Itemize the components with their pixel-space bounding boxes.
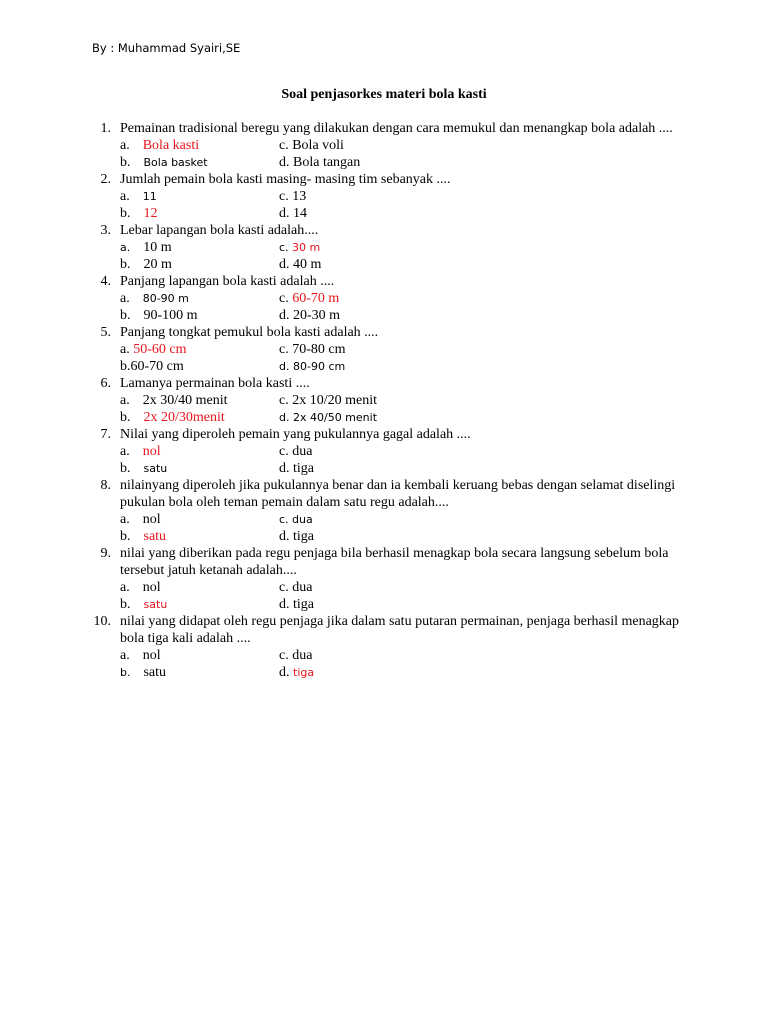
option-a xyxy=(120,188,157,205)
option-letter: c. xyxy=(279,138,289,153)
option-letter: d. xyxy=(279,257,290,272)
option-letter: c. xyxy=(279,580,289,595)
option-letter: d. xyxy=(279,360,290,373)
option-letter: d. xyxy=(279,461,290,476)
option-value: 60-70 cm xyxy=(130,359,184,374)
option-b xyxy=(120,154,208,171)
question-text: Jumlah pemain bola kasti masing- masing tim sebanyak .... xyxy=(120,172,451,187)
option-value: 30 m xyxy=(292,241,321,254)
option-value: satu xyxy=(143,529,167,544)
option-letter: c. xyxy=(279,241,289,254)
option-d xyxy=(279,528,314,545)
option-letter: a. xyxy=(120,138,130,153)
option-a xyxy=(120,511,161,528)
option-value: dua xyxy=(292,648,313,663)
option-b xyxy=(120,528,166,545)
option-value: 13 xyxy=(292,189,307,204)
option-letter: b. xyxy=(120,206,131,221)
option-letter: a. xyxy=(120,291,130,306)
option-letter: d. xyxy=(279,155,290,170)
question-9 xyxy=(89,545,689,613)
option-letter: a. xyxy=(120,648,130,663)
option-d xyxy=(279,460,314,477)
option-value: 2x 30/40 menit xyxy=(142,393,228,408)
option-b xyxy=(120,596,167,613)
option-value: Bola voli xyxy=(292,138,344,153)
option-letter: a. xyxy=(120,241,131,254)
option-letter: b. xyxy=(120,597,131,612)
option-letter: b. xyxy=(120,155,131,170)
question-text: Pemainan tradisional beregu yang dilakukan dengan cara memukul dan menangkap bola adalah .... xyxy=(120,121,673,136)
option-d xyxy=(279,358,345,375)
option-value: 2x 20/30menit xyxy=(143,410,225,425)
option-letter: b. xyxy=(120,257,131,272)
option-letter: c. xyxy=(279,444,289,459)
option-value: 14 xyxy=(293,206,307,221)
option-letter: c. xyxy=(279,648,289,663)
question-3 xyxy=(89,222,689,273)
option-b xyxy=(120,358,184,375)
option-c xyxy=(279,511,313,528)
option-value: 10 m xyxy=(143,240,172,255)
question-number: 8. xyxy=(100,478,111,493)
option-c xyxy=(279,579,312,596)
option-value: 60-70 m xyxy=(292,291,340,306)
option-value: dua xyxy=(292,444,313,459)
option-value: Bola basket xyxy=(143,156,208,169)
option-b xyxy=(120,205,158,222)
option-a xyxy=(120,290,189,307)
option-c xyxy=(279,647,312,664)
option-value: dua xyxy=(292,580,313,595)
option-value: dua xyxy=(292,513,313,526)
option-a xyxy=(120,392,228,409)
option-letter: d. xyxy=(279,308,290,323)
question-list xyxy=(89,120,689,681)
option-letter: c. xyxy=(279,513,289,526)
option-letter: a. xyxy=(120,512,130,527)
question-text: nilainyang diperoleh jika pukulannya benar dan ia kembali keruang bebas dengan selamat diselingi pukulan bola oleh teman pemain dalam satu regu adalah.... xyxy=(120,478,676,510)
option-value: Bola kasti xyxy=(142,138,200,153)
option-letter: b. xyxy=(120,359,131,374)
option-letter: b. xyxy=(120,410,131,425)
question-text: Panjang tongkat pemukul bola kasti adalah .... xyxy=(120,325,379,340)
option-value: 80-90 m xyxy=(142,292,189,305)
question-number: 9. xyxy=(100,546,111,561)
option-a xyxy=(120,137,199,154)
option-letter: c. xyxy=(279,393,289,408)
option-c xyxy=(279,290,339,307)
option-c xyxy=(279,341,345,358)
option-value: satu xyxy=(143,665,167,680)
question-4 xyxy=(89,273,689,324)
option-value: 80-90 cm xyxy=(292,360,346,373)
question-2 xyxy=(89,171,689,222)
option-value: Bola tangan xyxy=(293,155,361,170)
option-b xyxy=(120,664,166,681)
option-a xyxy=(120,443,161,460)
question-number: 2. xyxy=(100,172,111,187)
author-line: By : Muhammad Syairi,SE xyxy=(92,41,241,55)
option-d xyxy=(279,596,314,613)
option-value: 12 xyxy=(143,206,158,221)
option-b xyxy=(120,409,225,426)
option-d xyxy=(279,307,340,324)
question-text: nilai yang diberikan pada regu penjaga bila berhasil menagkap bola secara langsung sebelum bola tersebut jatuh ketanah adalah.... xyxy=(120,546,669,578)
option-value: 20 m xyxy=(143,257,172,272)
option-c xyxy=(279,188,306,205)
option-value: satu xyxy=(143,462,168,475)
option-value: 90-100 m xyxy=(143,308,198,323)
question-number: 3. xyxy=(100,223,111,238)
option-a xyxy=(120,341,186,358)
option-letter: b. xyxy=(120,461,131,476)
question-5 xyxy=(89,324,689,375)
option-d xyxy=(279,409,377,426)
question-text: Panjang lapangan bola kasti adalah .... xyxy=(120,274,335,289)
option-value: 11 xyxy=(142,190,157,203)
option-a xyxy=(120,239,172,256)
option-d xyxy=(279,205,307,222)
option-b xyxy=(120,256,172,273)
option-letter: d. xyxy=(279,529,290,544)
option-value: 50-60 cm xyxy=(133,342,187,357)
option-letter: b. xyxy=(120,308,131,323)
question-number: 4. xyxy=(100,274,111,289)
option-c xyxy=(279,392,377,409)
option-letter: d. xyxy=(279,665,290,680)
option-c xyxy=(279,443,312,460)
question-text: nilai yang didapat oleh regu penjaga jika dalam satu putaran permainan, penjaga berhasil menagkap bola tiga kali adalah .... xyxy=(120,614,680,646)
option-letter: c. xyxy=(279,291,289,306)
option-value: 20-30 m xyxy=(293,308,341,323)
option-value: nol xyxy=(142,648,161,663)
option-letter: d. xyxy=(279,411,290,424)
option-b xyxy=(120,460,167,477)
option-letter: a. xyxy=(120,342,130,357)
option-value: tiga xyxy=(293,666,315,679)
option-value: nol xyxy=(142,512,161,527)
option-letter: c. xyxy=(279,189,289,204)
option-letter: d. xyxy=(279,206,290,221)
option-letter: d. xyxy=(279,597,290,612)
option-d xyxy=(279,154,360,171)
question-text: Lamanya permainan bola kasti .... xyxy=(120,376,310,391)
option-letter: b. xyxy=(120,529,131,544)
option-value: 40 m xyxy=(293,257,322,272)
option-letter: c. xyxy=(279,342,289,357)
option-d xyxy=(279,256,321,273)
question-1 xyxy=(89,120,689,171)
option-value: tiga xyxy=(293,461,314,476)
question-number: 5. xyxy=(100,325,111,340)
option-value: nol xyxy=(142,580,161,595)
question-text: Nilai yang diperoleh pemain yang pukulannya gagal adalah .... xyxy=(120,427,471,442)
question-number: 10. xyxy=(93,614,111,629)
option-value: tiga xyxy=(293,529,314,544)
question-8 xyxy=(89,477,689,545)
question-text: Lebar lapangan bola kasti adalah.... xyxy=(120,223,319,238)
option-c xyxy=(279,239,320,256)
option-value: 2x 40/50 menit xyxy=(292,411,378,424)
option-letter: a. xyxy=(120,189,130,204)
option-value: nol xyxy=(142,444,161,459)
question-7 xyxy=(89,426,689,477)
option-d xyxy=(279,664,314,681)
option-letter: b. xyxy=(120,666,131,679)
option-a xyxy=(120,579,161,596)
option-letter: a. xyxy=(120,580,130,595)
document-title: Soal penjasorkes materi bola kasti xyxy=(281,87,487,102)
option-b xyxy=(120,307,198,324)
option-letter: a. xyxy=(120,444,130,459)
option-value: satu xyxy=(143,598,168,611)
question-number: 1. xyxy=(100,121,111,136)
question-10 xyxy=(89,613,689,681)
question-number: 7. xyxy=(100,427,111,442)
question-6 xyxy=(89,375,689,426)
option-a xyxy=(120,647,161,664)
option-c xyxy=(279,137,344,154)
option-letter: a. xyxy=(120,393,130,408)
option-value: tiga xyxy=(293,597,314,612)
option-value: 70-80 cm xyxy=(292,342,346,357)
option-value: 2x 10/20 menit xyxy=(292,393,377,408)
question-number: 6. xyxy=(100,376,111,391)
